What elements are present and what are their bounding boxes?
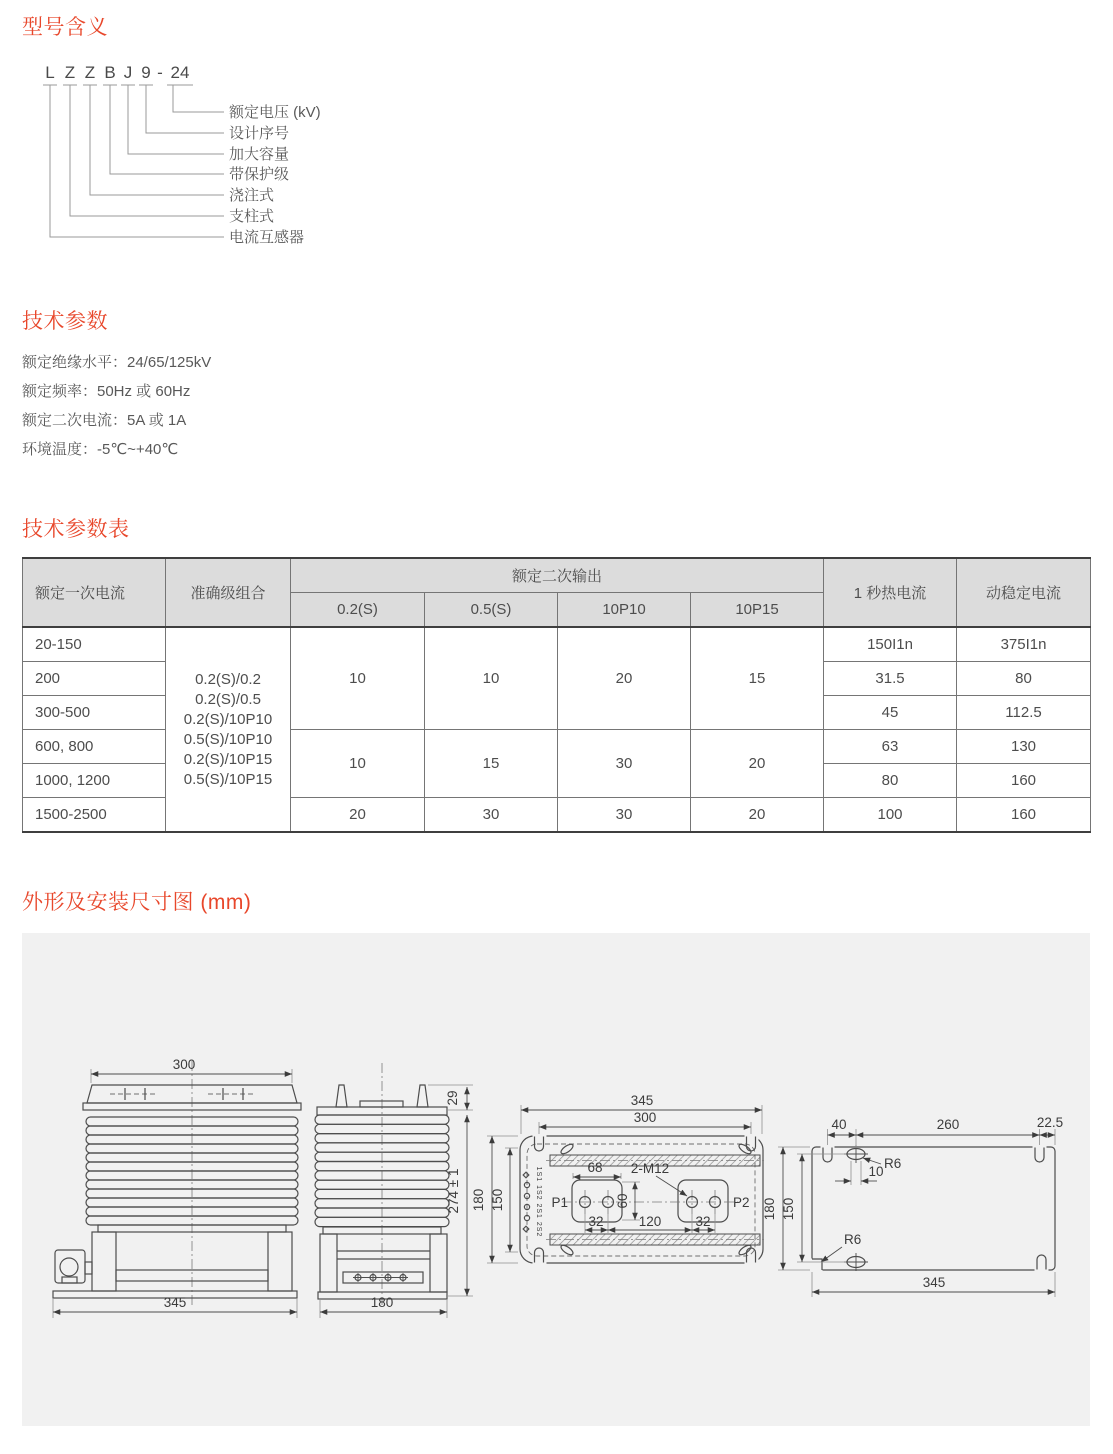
cell-output-0-2s: 10 bbox=[291, 730, 425, 798]
base-radius-bottom-label: R6 bbox=[844, 1232, 862, 1247]
cell-primary-current: 300-500 bbox=[23, 696, 166, 730]
side-terminal-screws bbox=[353, 1273, 408, 1282]
cell-output-10p10: 30 bbox=[558, 798, 691, 833]
side-view-drawing bbox=[315, 1063, 473, 1318]
col-header-primary-current: 额定一次电流 bbox=[23, 558, 166, 627]
cell-output-0-5s: 10 bbox=[425, 627, 558, 730]
cell-output-0-2s: 10 bbox=[291, 627, 425, 730]
base-dim-depth: 180 bbox=[762, 1197, 777, 1221]
plan-terminal-p2-label: P2 bbox=[733, 1195, 750, 1210]
model-char-j: J bbox=[123, 63, 133, 82]
cell-output-0-5s: 15 bbox=[425, 730, 558, 798]
model-label-design-serial: 设计序号 bbox=[229, 125, 290, 142]
model-char-z2: Z bbox=[84, 63, 96, 82]
page-title-model-meaning: 型号含义 bbox=[22, 16, 108, 39]
base-dim-slot-width: 10 bbox=[868, 1164, 884, 1179]
col-header-dynamic-current: 动稳定电流 bbox=[957, 558, 1091, 627]
table-row bbox=[23, 627, 1091, 662]
col-header-accuracy-combination: 准确级组合 bbox=[166, 558, 291, 627]
front-view-drawing bbox=[53, 1057, 301, 1318]
col-header-0-5s: 0.5(S) bbox=[425, 593, 558, 628]
model-connector-lines bbox=[50, 85, 224, 237]
cell-output-0-2s: 20 bbox=[291, 798, 425, 833]
base-plate-drawing bbox=[762, 1115, 1063, 1297]
col-header-rated-secondary-output: 额定二次输出 bbox=[291, 558, 824, 593]
model-label-rated-voltage: 额定电压 (kV) bbox=[229, 104, 321, 121]
drawings-panel bbox=[22, 933, 1090, 1426]
plan-terminal-p1-label: P1 bbox=[551, 1195, 568, 1210]
base-radius-top-label: R6 bbox=[884, 1156, 902, 1171]
model-char-z1: Z bbox=[64, 63, 76, 82]
cell-output-10p15: 20 bbox=[691, 730, 824, 798]
front-dim-top-width: 300 bbox=[172, 1057, 196, 1072]
cell-thermal-current: 80 bbox=[824, 764, 957, 798]
accuracy-combination: 0.2(S)/10P10 bbox=[183, 710, 273, 728]
param-insulation-level: 额定绝缘水平：24/65/125kV bbox=[22, 354, 212, 371]
base-dim-edge-offset: 22.5 bbox=[1036, 1115, 1064, 1130]
cell-dynamic-current: 130 bbox=[957, 730, 1091, 764]
model-char-l: L bbox=[45, 63, 55, 82]
plan-dim-pocket-height: 60 bbox=[615, 1193, 630, 1209]
model-char-dash: - bbox=[157, 63, 163, 82]
cell-dynamic-current: 160 bbox=[957, 798, 1091, 833]
model-label-protection-class: 带保护级 bbox=[229, 166, 290, 183]
accuracy-combination: 0.2(S)/0.5 bbox=[195, 690, 261, 708]
model-code-diagram bbox=[22, 58, 1090, 254]
accuracy-combination: 0.2(S)/0.2 bbox=[195, 670, 261, 688]
cell-primary-current: 600, 800 bbox=[23, 730, 166, 764]
plan-dim-slot-pitch: 300 bbox=[633, 1110, 657, 1125]
side-dim-terminal-height: 29 bbox=[445, 1090, 460, 1106]
dimension-drawings-svg bbox=[22, 933, 1090, 1426]
parameter-list bbox=[22, 348, 1090, 464]
plan-view-drawing bbox=[471, 1093, 764, 1266]
model-char-24: 24 bbox=[170, 63, 190, 82]
plan-dim-pitch-right: 32 bbox=[695, 1214, 711, 1229]
plan-dim-depth: 180 bbox=[471, 1188, 486, 1212]
cell-output-10p15: 20 bbox=[691, 798, 824, 833]
page-title-technical-parameters: 技术参数 bbox=[22, 310, 108, 333]
section-dimension-drawings bbox=[22, 889, 1090, 1426]
plan-dim-pocket-width: 68 bbox=[587, 1160, 603, 1175]
accuracy-combination: 0.2(S)/10P15 bbox=[183, 750, 273, 768]
plan-secondary-terminal-labels: 1S1 1S2 2S1 2S2 bbox=[535, 1166, 542, 1238]
cell-primary-current: 1500-2500 bbox=[23, 798, 166, 833]
page-title-dimension-drawings: 外形及安装尺寸图 (mm) bbox=[22, 891, 252, 914]
section-model-meaning bbox=[22, 14, 1090, 254]
cell-output-10p10: 30 bbox=[558, 730, 691, 798]
accuracy-combination: 0.5(S)/10P15 bbox=[183, 770, 273, 788]
section-technical-parameters bbox=[22, 308, 1090, 464]
cell-dynamic-current: 112.5 bbox=[957, 696, 1091, 730]
front-terminal-box bbox=[55, 1250, 92, 1283]
param-secondary-current: 额定二次电流：5A 或 1A bbox=[22, 412, 187, 429]
model-char-b: B bbox=[104, 63, 116, 82]
base-dim-overall-width: 345 bbox=[922, 1275, 946, 1290]
cell-output-10p15: 15 bbox=[691, 627, 824, 730]
col-header-0-2s: 0.2(S) bbox=[291, 593, 425, 628]
model-label-cast-type: 浇注式 bbox=[229, 187, 275, 204]
model-label-enlarged-capacity: 加大容量 bbox=[229, 146, 290, 163]
cell-accuracy-combinations bbox=[166, 627, 291, 832]
model-label-current-transformer: 电流互感器 bbox=[229, 229, 305, 246]
side-dim-base-depth: 180 bbox=[370, 1295, 394, 1310]
model-char-9: 9 bbox=[141, 63, 151, 82]
plan-dim-inner-depth: 150 bbox=[490, 1188, 505, 1212]
cell-output-0-5s: 30 bbox=[425, 798, 558, 833]
cell-thermal-current: 100 bbox=[824, 798, 957, 833]
spec-table bbox=[22, 557, 1091, 833]
cell-dynamic-current: 375I1n bbox=[957, 627, 1091, 662]
cell-dynamic-current: 80 bbox=[957, 662, 1091, 696]
cell-primary-current: 200 bbox=[23, 662, 166, 696]
model-label-post-type: 支柱式 bbox=[229, 208, 275, 225]
front-dim-base-width: 345 bbox=[163, 1295, 187, 1310]
cell-thermal-current: 150I1n bbox=[824, 627, 957, 662]
cell-thermal-current: 63 bbox=[824, 730, 957, 764]
cell-thermal-current: 31.5 bbox=[824, 662, 957, 696]
cell-primary-current: 1000, 1200 bbox=[23, 764, 166, 798]
section-parameter-table bbox=[22, 516, 1090, 833]
plan-dim-pitch-left: 32 bbox=[588, 1214, 604, 1229]
plan-dim-overall-width: 345 bbox=[630, 1093, 654, 1108]
base-dim-slot-offset: 40 bbox=[831, 1117, 847, 1132]
col-header-10p10: 10P10 bbox=[558, 593, 691, 628]
param-ambient-temperature: 环境温度：-5℃~+40℃ bbox=[22, 441, 179, 458]
side-dim-total-height: 274 ± 1 bbox=[446, 1168, 461, 1214]
param-rated-frequency: 额定频率：50Hz 或 60Hz bbox=[22, 383, 191, 400]
cell-output-10p10: 20 bbox=[558, 627, 691, 730]
cell-primary-current: 20-150 bbox=[23, 627, 166, 662]
plan-dim-pitch-center: 120 bbox=[638, 1214, 662, 1229]
cell-dynamic-current: 160 bbox=[957, 764, 1091, 798]
col-header-1s-thermal-current: 1 秒热电流 bbox=[824, 558, 957, 627]
page-title-parameter-table: 技术参数表 bbox=[22, 518, 130, 541]
accuracy-combination: 0.5(S)/10P10 bbox=[183, 730, 273, 748]
col-header-10p15: 10P15 bbox=[691, 593, 824, 628]
base-dim-hole-pitch: 260 bbox=[936, 1117, 960, 1132]
cell-thermal-current: 45 bbox=[824, 696, 957, 730]
plan-bolt-holes-label: 2-M12 bbox=[630, 1161, 670, 1176]
base-dim-inner-depth: 150 bbox=[781, 1197, 796, 1221]
